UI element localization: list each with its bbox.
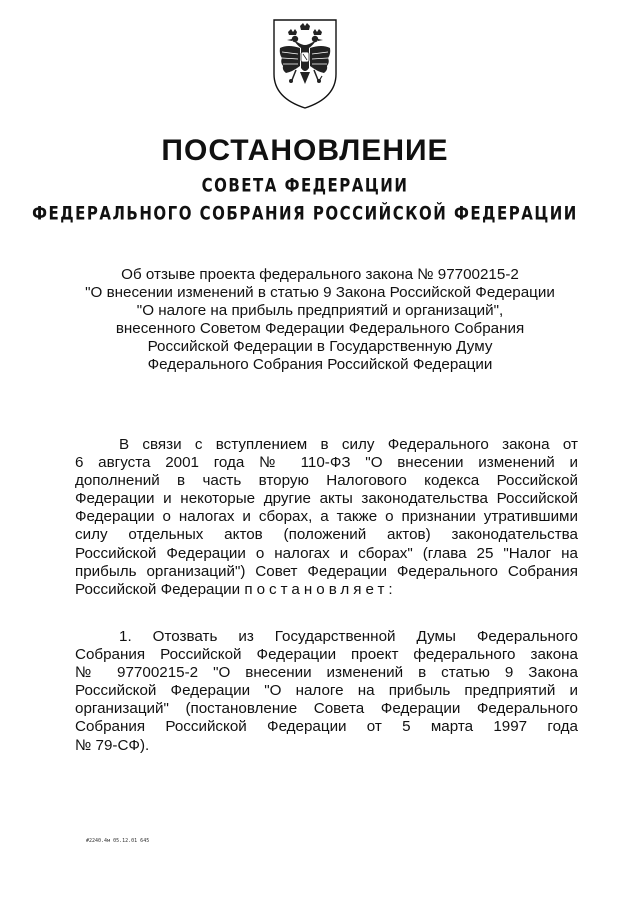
resolution-heading <box>40 266 600 374</box>
heading-line: "О внесении изменений в статью 9 Закона Российской Федерации <box>85 284 555 301</box>
body-line: Собрания Российской Федерации проект федерального закона <box>75 646 578 664</box>
document-title: ПОСТАНОВЛЕНИЕ <box>161 134 449 167</box>
body-line-last <box>75 581 578 599</box>
body-line-last: № 79-СФ). <box>75 736 150 754</box>
item-1-paragraph <box>75 628 578 755</box>
body-line: дополнений в часть вторую Налогового кодекса Российской <box>75 472 578 490</box>
body-line: Федерации о налогах и сборах, а также о признании утратившими <box>75 508 578 526</box>
preamble-paragraph <box>75 436 578 599</box>
body-line: В связи с вступлением в силу Федерального закона от <box>119 436 578 453</box>
body-line: 1. Отозвать из Государственной Думы Федерального <box>119 628 578 645</box>
document-subtitle-line2: ФЕДЕРАЛЬНОГО СОБРАНИЯ РОССИЙСКОЙ ФЕДЕРАЦИИ <box>32 201 578 225</box>
body-line-prefix: Российской Федерации <box>75 580 245 598</box>
body-line: Федерации и некоторые другие акты законодательства Российской <box>75 490 578 508</box>
body-line: прибыль организаций") Совет Федерации Федерального Собрания <box>75 562 578 580</box>
heading-line: внесенного Советом Федерации Федерального Собрания <box>115 320 525 337</box>
body-line: 6 августа 2001 года № 110-ФЗ "О внесении изменений и <box>75 454 578 472</box>
body-line: силу отдельных актов (положений актов) законодательства <box>75 526 578 544</box>
print-code: #2240.4м 05.12.01 645 <box>86 838 150 844</box>
body-line: Российской Федерации "О налоге на прибыль предприятий и <box>75 682 578 700</box>
coat-of-arms-icon <box>270 18 340 110</box>
heading-line: "О налоге на прибыль предприятий и организаций", <box>136 302 504 319</box>
body-line: № 97700215-2 "О внесении изменений в статью 9 Закона <box>75 664 578 682</box>
heading-line: Российской Федерации в Государственную Думу <box>147 338 493 355</box>
document-subtitle-line1: СОВЕТА ФЕДЕРАЦИИ <box>201 173 409 197</box>
resolves-word: постановляет: <box>244 580 397 598</box>
body-line: организаций" (постановление Совета Федерации Федерального <box>75 700 578 718</box>
body-line: Собрания Российской Федерации от 5 марта 1997 года <box>75 718 578 736</box>
heading-line: Федерального Собрания Российской Федерации <box>147 356 493 373</box>
body-line: Российской Федерации о налогах и сборах" (глава 25 "Налог на <box>75 544 578 562</box>
heading-line: Об отзыве проекта федерального закона № 97700215-2 <box>121 266 519 283</box>
